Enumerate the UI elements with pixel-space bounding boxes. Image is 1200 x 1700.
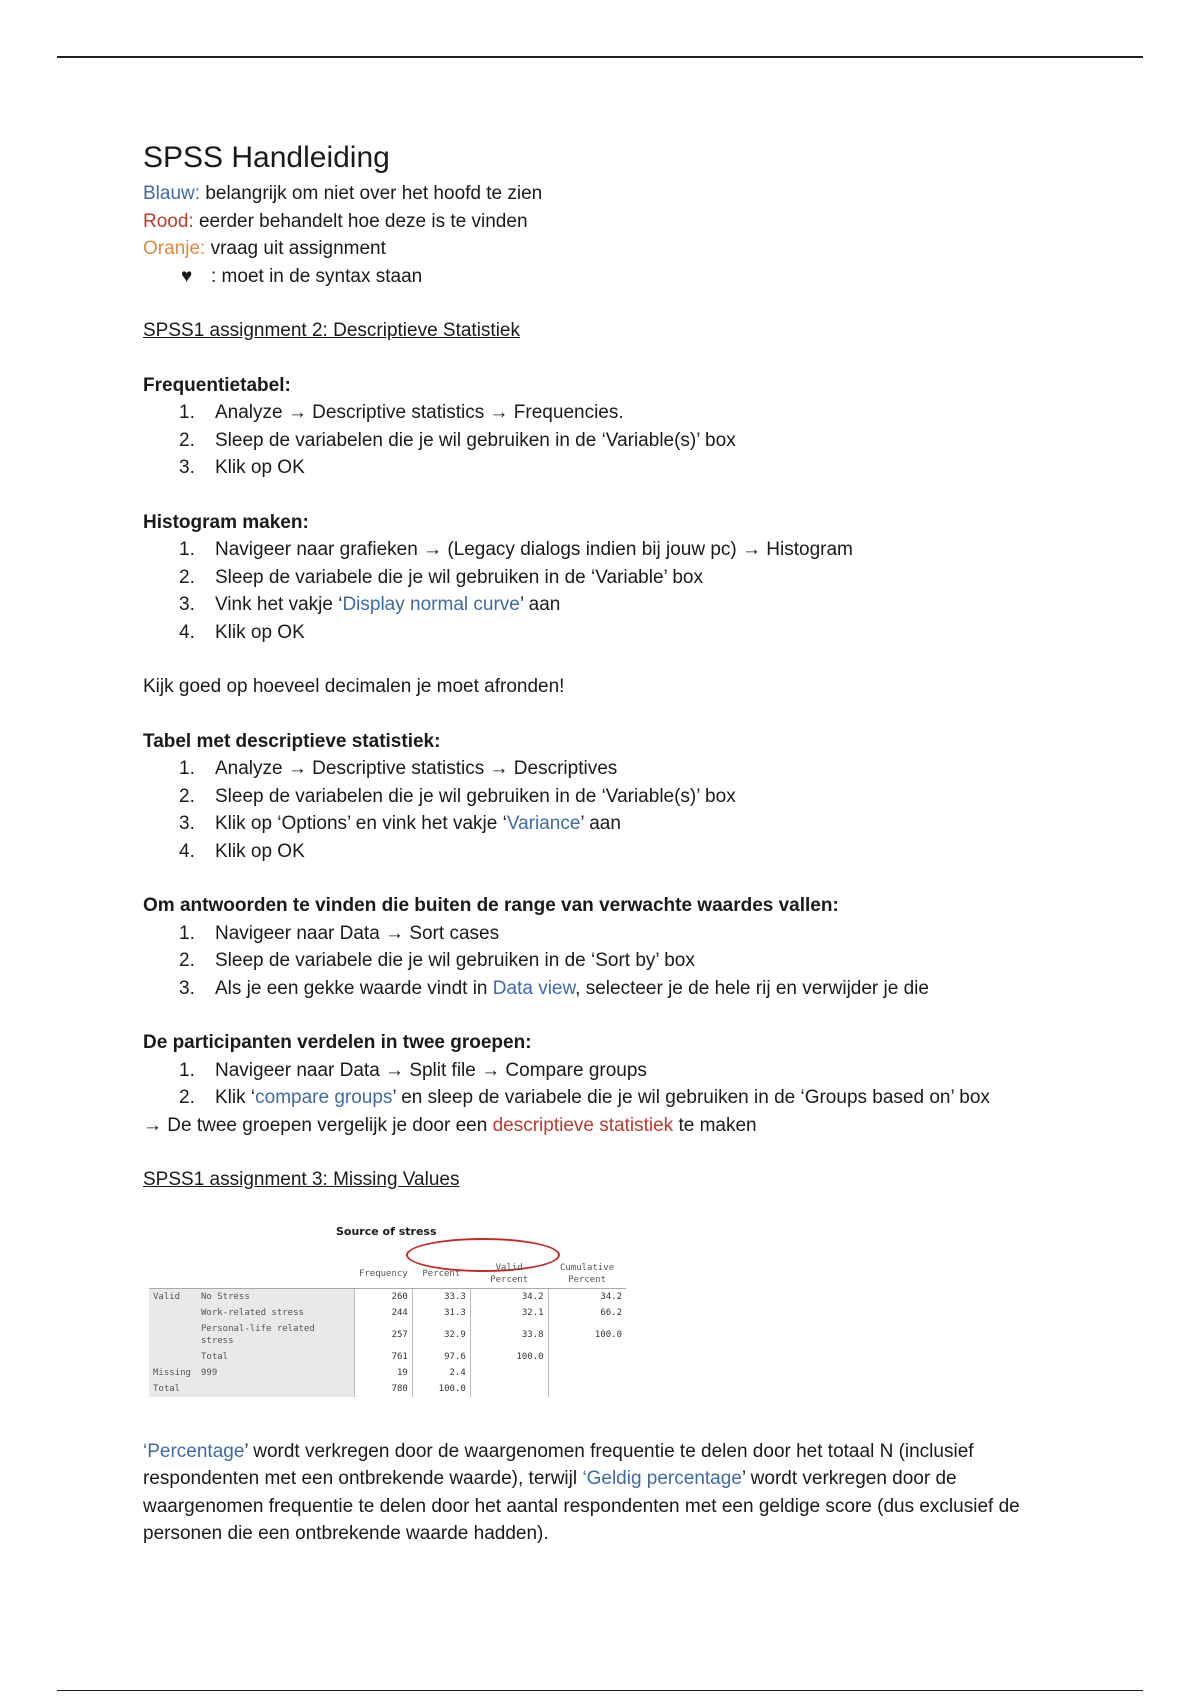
list-item: 4. Klik op OK: [179, 840, 305, 862]
split-conclusion: [143, 1112, 1073, 1140]
legend-blue: [143, 180, 1073, 208]
heart-icon: ♥: [181, 265, 193, 287]
range-steps: [143, 920, 1073, 1003]
table-row: [149, 1288, 626, 1305]
legend-blue-key: Blauw:: [143, 183, 201, 204]
table-cell: 33.3: [412, 1288, 470, 1305]
legend-red-key: Rood:: [143, 210, 194, 232]
table-cell: 761: [354, 1349, 412, 1365]
table-cell: 100.0: [470, 1349, 548, 1365]
explanation-text: ’ wordt verkregen door de waargenomen frequentie te delen door het totaal N (inclusief respondenten met een ontbrekende waarde), terwijl: [143, 1440, 974, 1489]
heading-range: Om antwoorden te vinden die buiten de range van verwachte waardes vallen:: [143, 895, 839, 916]
legend-orange-text: vraag uit assignment: [210, 238, 386, 259]
conclusion-text: te maken: [673, 1114, 757, 1136]
highlight-blue: Variance: [506, 813, 581, 834]
step-text: Navigeer naar Data → Split file → Compare groups: [215, 1059, 647, 1081]
table-row: [149, 1321, 626, 1349]
step-text: Klik op OK: [215, 840, 305, 862]
step-text: ’ aan: [580, 813, 621, 834]
table-row: [149, 1381, 626, 1397]
row-label: [197, 1381, 354, 1397]
highlight-blue: ‘: [143, 1440, 148, 1462]
col-header: Frequency: [354, 1260, 412, 1289]
list-item: 3. Klik op OK: [179, 457, 305, 478]
list-item: 4. Klik op OK: [179, 621, 305, 643]
legend-heart: [143, 263, 1073, 291]
heading-frequentietabel: Frequentietabel:: [143, 374, 291, 396]
step-text: Sleep de variabele die je wil gebruiken in de ‘Sort by’ box: [215, 950, 695, 971]
step-text: Navigeer naar Data → Sort cases: [215, 922, 500, 944]
list-item: 1. Navigeer naar Data → Sort cases: [179, 922, 500, 944]
list-item: 3. Klik op ‘Options’ en vink het vakje ‘Variance’ aan: [179, 813, 621, 834]
list-item: 1. Analyze → Descriptive statistics → Descriptives: [179, 758, 618, 779]
table-cell: 32.9: [412, 1321, 470, 1349]
row-group: Missing: [149, 1365, 197, 1381]
table-cell: [470, 1365, 548, 1381]
list-item: 3. Als je een gekke waarde vindt in Data view, selecteer je de hele rij en verwijder je die: [179, 977, 929, 999]
table-row: [149, 1305, 626, 1321]
section-title-assignment-3: SPSS1 assignment 3: Missing Values: [143, 1169, 460, 1190]
table-cell: 2.4: [412, 1365, 470, 1381]
table-cell: [548, 1381, 626, 1397]
freq-steps: [143, 399, 1073, 482]
table-cell: 34.2: [548, 1288, 626, 1305]
step-text: Klik op OK: [215, 457, 305, 478]
page-title: SPSS Handleiding: [143, 141, 390, 174]
table-cell: 66.2: [548, 1305, 626, 1321]
row-label: Total: [197, 1349, 354, 1365]
step-text: Sleep de variabelen die je wil gebruiken in de ‘Variable(s)’ box: [215, 429, 736, 451]
table-cell: 100.0: [412, 1381, 470, 1397]
legend-heart-text: : moet in de syntax staan: [211, 265, 423, 287]
list-item: 2. Sleep de variabelen die je wil gebruiken in de ‘Variable(s)’ box: [179, 429, 736, 451]
table-row: [149, 1365, 626, 1381]
step-text: Klik ‘: [215, 1087, 256, 1108]
legend-red-text: eerder behandelt hoe deze is te vinden: [198, 210, 528, 232]
list-item: 2. Sleep de variabelen die je wil gebruiken in de ‘Variable(s)’ box: [179, 785, 736, 807]
section-title-assignment-2: SPSS1 assignment 2: Descriptieve Statistiek: [143, 320, 521, 341]
table-cell: 19: [354, 1365, 412, 1381]
desc-steps: [143, 755, 1073, 865]
table-cell: 33.8: [470, 1321, 548, 1349]
heading-descriptives: Tabel met descriptieve statistiek:: [143, 730, 441, 752]
table-cell: [548, 1349, 626, 1365]
list-item: 1. Analyze → Descriptive statistics → Frequencies.: [179, 402, 624, 423]
step-text: Vink het vakje ‘: [215, 594, 343, 615]
list-item: 3. Vink het vakje ‘Display normal curve’ aan: [179, 594, 561, 615]
step-text: Sleep de variabele die je wil gebruiken in de ‘Variable’ box: [215, 566, 703, 588]
table-cell: 100.0: [548, 1321, 626, 1349]
step-text: Analyze → Descriptive statistics → Descriptives: [215, 758, 618, 779]
step-text: ’ en sleep de variabele die je wil gebruiken in de ‘Groups based on’ box: [392, 1087, 990, 1108]
step-text: Navigeer naar grafieken → (Legacy dialogs indien bij jouw pc) → Histogram: [215, 539, 853, 560]
split-steps: [143, 1057, 1073, 1112]
highlight-red: descriptieve statistiek: [492, 1114, 674, 1136]
list-item: 2. Sleep de variabele die je wil gebruiken in de ‘Variable’ box: [179, 566, 703, 588]
step-text: ’ aan: [519, 594, 561, 615]
hist-steps: [143, 536, 1073, 646]
table-cell: 244: [354, 1305, 412, 1321]
highlight-blue: Display normal curve: [342, 594, 520, 615]
list-item: 1. Navigeer naar grafieken → (Legacy dialogs indien bij jouw pc) → Histogram: [179, 539, 853, 560]
conclusion-text: → De twee groepen vergelijk je door een: [143, 1114, 493, 1136]
explanation-text: ’ wordt verkregen door de waargenomen frequentie te delen door het aantal respondenten met een geldige score (dus exclusief de personen die een ontbrekende waarde hadden).: [143, 1468, 1020, 1544]
table-row: [149, 1349, 626, 1365]
table-cell: [470, 1381, 548, 1397]
col-header: Cumulative Percent: [548, 1260, 626, 1289]
table-caption: Source of stress: [336, 1224, 437, 1238]
highlight-blue: Data view: [492, 977, 576, 999]
row-label: Work-related stress: [197, 1305, 354, 1321]
step-text: , selecteer je de hele rij en verwijder je die: [575, 977, 929, 999]
table-cell: 97.6: [412, 1349, 470, 1365]
row-label: No Stress: [197, 1288, 354, 1305]
table-cell: 34.2: [470, 1288, 548, 1305]
spss-output-table: [146, 1218, 626, 1408]
table-header-row: [149, 1260, 626, 1289]
heading-split: De participanten verdelen in twee groepen:: [143, 1032, 532, 1053]
legend-orange: [143, 235, 1073, 263]
frequency-table: [149, 1260, 626, 1397]
table-cell: 32.1: [470, 1305, 548, 1321]
highlight-blue: ‘Geldig percentage: [582, 1468, 742, 1489]
heading-histogram: Histogram maken:: [143, 511, 309, 533]
row-group: Total: [149, 1381, 197, 1397]
row-group: [149, 1305, 197, 1321]
col-header: Percent: [412, 1260, 470, 1289]
top-rule: [57, 56, 1143, 58]
legend-orange-key: Oranje:: [143, 238, 206, 259]
legend-blue-text: belangrijk om niet over het hoofd te zien: [205, 183, 543, 204]
legend-red: [143, 208, 1073, 236]
list-item: 2. Klik ‘compare groups’ en sleep de variabele die je wil gebruiken in de ‘Groups based on’ box: [179, 1087, 990, 1108]
list-item: 1. Navigeer naar Data → Split file → Compare groups: [179, 1059, 647, 1081]
row-label: Personal-life related stress: [197, 1321, 354, 1349]
list-item: 2. Sleep de variabele die je wil gebruiken in de ‘Sort by’ box: [179, 950, 695, 971]
col-header: Valid Percent: [470, 1260, 548, 1289]
document-body: [143, 140, 1073, 1548]
row-group: [149, 1349, 197, 1365]
row-group: [149, 1321, 197, 1349]
step-text: Klik op ‘Options’ en vink het vakje ‘: [215, 813, 507, 834]
step-text: Als je een gekke waarde vindt in: [215, 977, 493, 999]
table-cell: 31.3: [412, 1305, 470, 1321]
step-text: Analyze → Descriptive statistics → Frequencies.: [215, 402, 624, 423]
highlight-blue: compare groups: [255, 1087, 393, 1108]
table-cell: 780: [354, 1381, 412, 1397]
highlight-blue: Percentage: [147, 1440, 245, 1462]
explanation-paragraph: [143, 1438, 1073, 1548]
row-label: 999: [197, 1365, 354, 1381]
row-group: Valid: [149, 1288, 197, 1305]
step-text: Klik op OK: [215, 621, 305, 643]
table-cell: [548, 1365, 626, 1381]
note-decimals: Kijk goed op hoeveel decimalen je moet afronden!: [143, 676, 565, 697]
table-cell: 260: [354, 1288, 412, 1305]
table-cell: 257: [354, 1321, 412, 1349]
bottom-rule: [57, 1690, 1143, 1691]
step-text: Sleep de variabelen die je wil gebruiken in de ‘Variable(s)’ box: [215, 785, 736, 807]
